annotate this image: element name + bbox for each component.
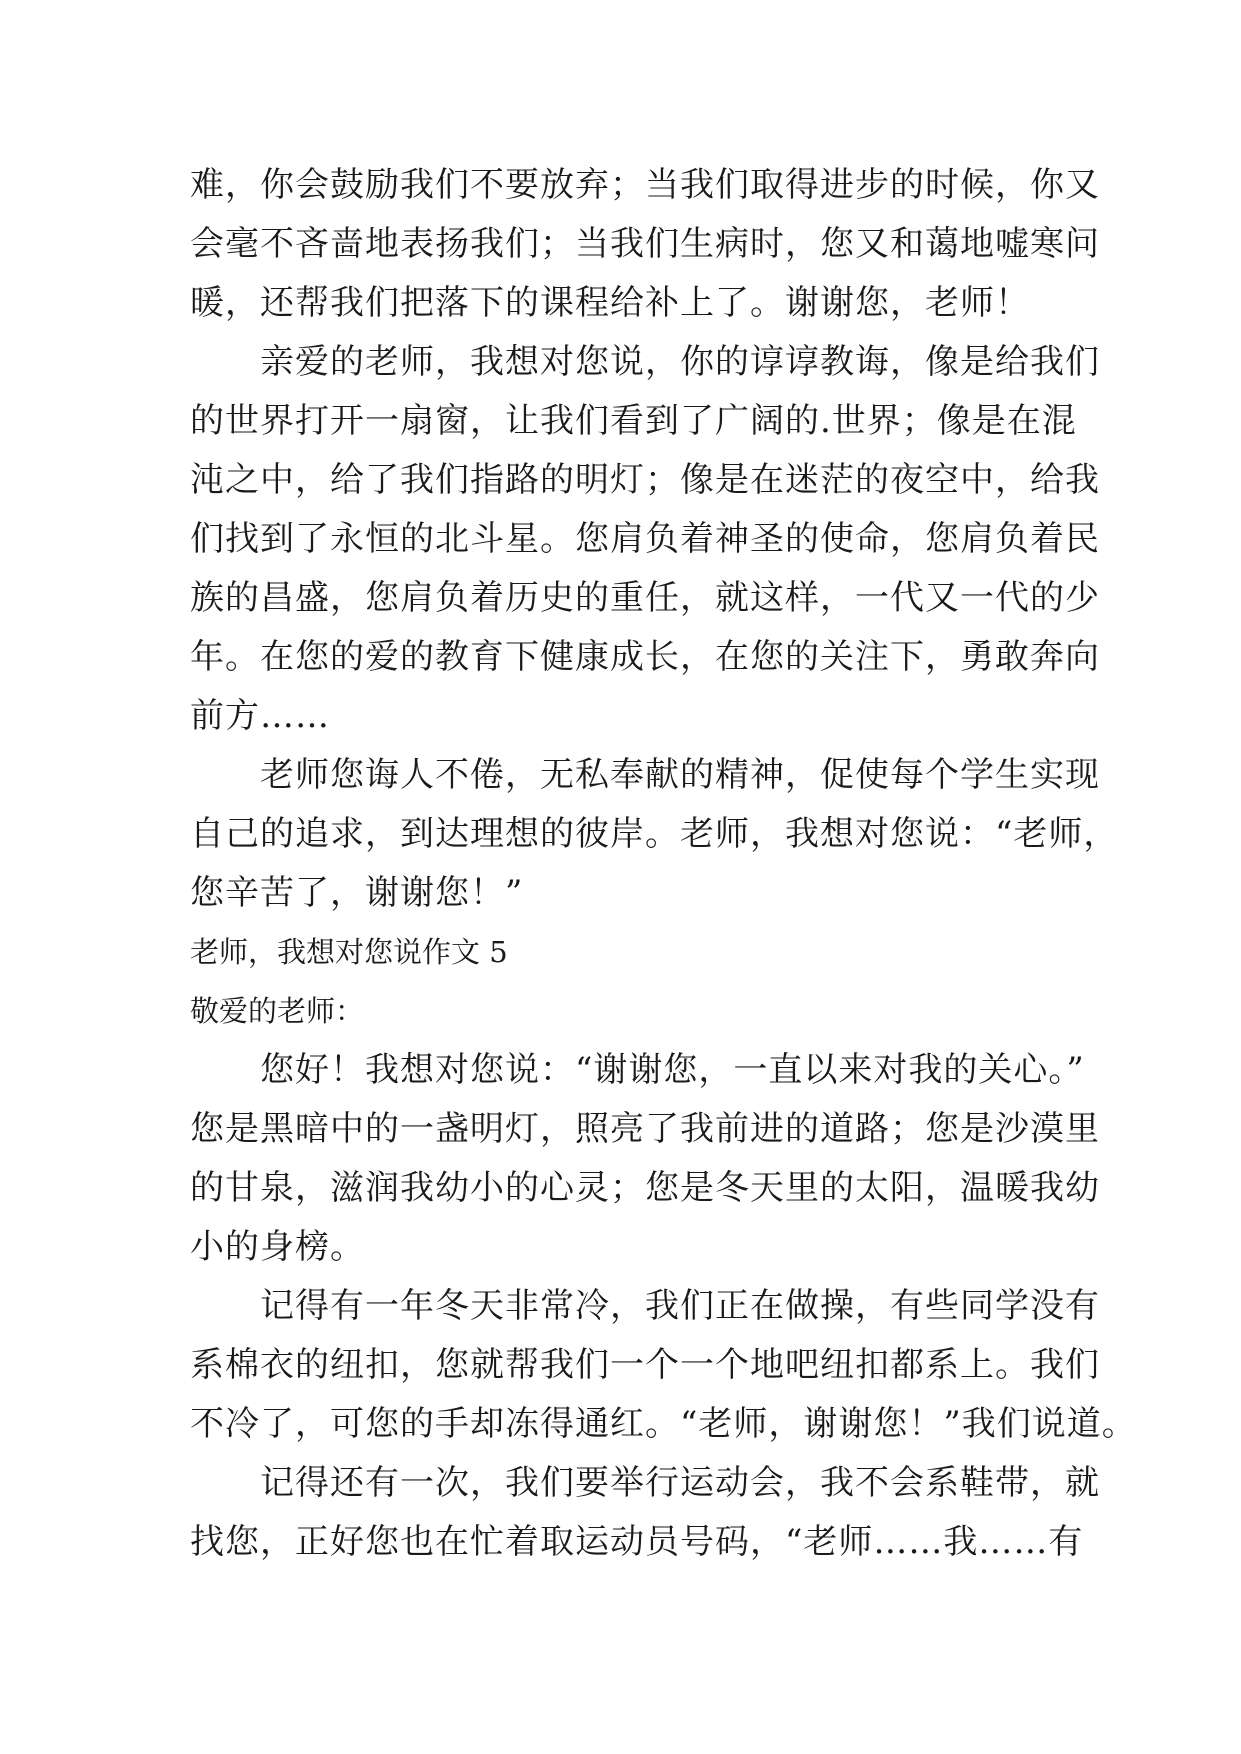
text-line: 您是黑暗中的一盏明灯，照亮了我前进的道路；您是沙漠里: [190, 1109, 1100, 1149]
salutation: 敬爱的老师：: [190, 994, 365, 1028]
text-line: 小的身榜。: [190, 1227, 365, 1267]
text-line: 的甘泉，滋润我幼小的心灵；您是冬天里的太阳，温暖我幼: [190, 1168, 1100, 1208]
text-line: 您辛苦了，谢谢您！”: [190, 873, 524, 913]
text-line: 会毫不吝啬地表扬我们；当我们生病时，您又和蔼地嘘寒问: [190, 224, 1100, 264]
text-line: 们找到了永恒的北斗星。您肩负着神圣的使命，您肩负着民: [190, 519, 1100, 559]
text-line: 族的昌盛，您肩负着历史的重任，就这样，一代又一代的少: [190, 578, 1100, 618]
text-line: 亲爱的老师，我想对您说，你的谆谆教诲，像是给我们: [190, 342, 1100, 382]
text-line: 的世界打开一扇窗，让我们看到了广阔的.世界；像是在混: [190, 401, 1077, 441]
text-line: 沌之中，给了我们指路的明灯；像是在迷茫的夜空中，给我: [190, 460, 1100, 500]
text-line: 前方……: [190, 696, 330, 736]
text-line: 您好！我想对您说：“谢谢您，一直以来对我的关心。”: [190, 1050, 1085, 1090]
text-line: 老师您诲人不倦，无私奉献的精神，促使每个学生实现: [190, 755, 1100, 795]
text-line: 难，你会鼓励我们不要放弃；当我们取得进步的时候，你又: [190, 165, 1100, 205]
text-line: 找您，正好您也在忙着取运动员号码，“老师……我……有: [190, 1522, 1084, 1562]
document-page: [190, 156, 1137, 1572]
text-line: 不冷了，可您的手却冻得通红。“老师，谢谢您！”我们说道。: [190, 1404, 1137, 1444]
essay-title: 老师，我想对您说作文 5: [190, 935, 508, 969]
text-line: 暖，还帮我们把落下的课程给补上了。谢谢您，老师！: [190, 283, 1030, 323]
text-line: 记得有一年冬天非常冷，我们正在做操，有些同学没有: [190, 1286, 1100, 1326]
text-line: 年。在您的爱的教育下健康成长，在您的关注下，勇敢奔向: [190, 637, 1100, 677]
text-line: 记得还有一次，我们要举行运动会，我不会系鞋带，就: [190, 1463, 1100, 1503]
text-line: 系棉衣的纽扣，您就帮我们一个一个地吧纽扣都系上。我们: [190, 1345, 1100, 1385]
text-line: 自己的追求，到达理想的彼岸。老师，我想对您说：“老师，: [190, 814, 1119, 854]
